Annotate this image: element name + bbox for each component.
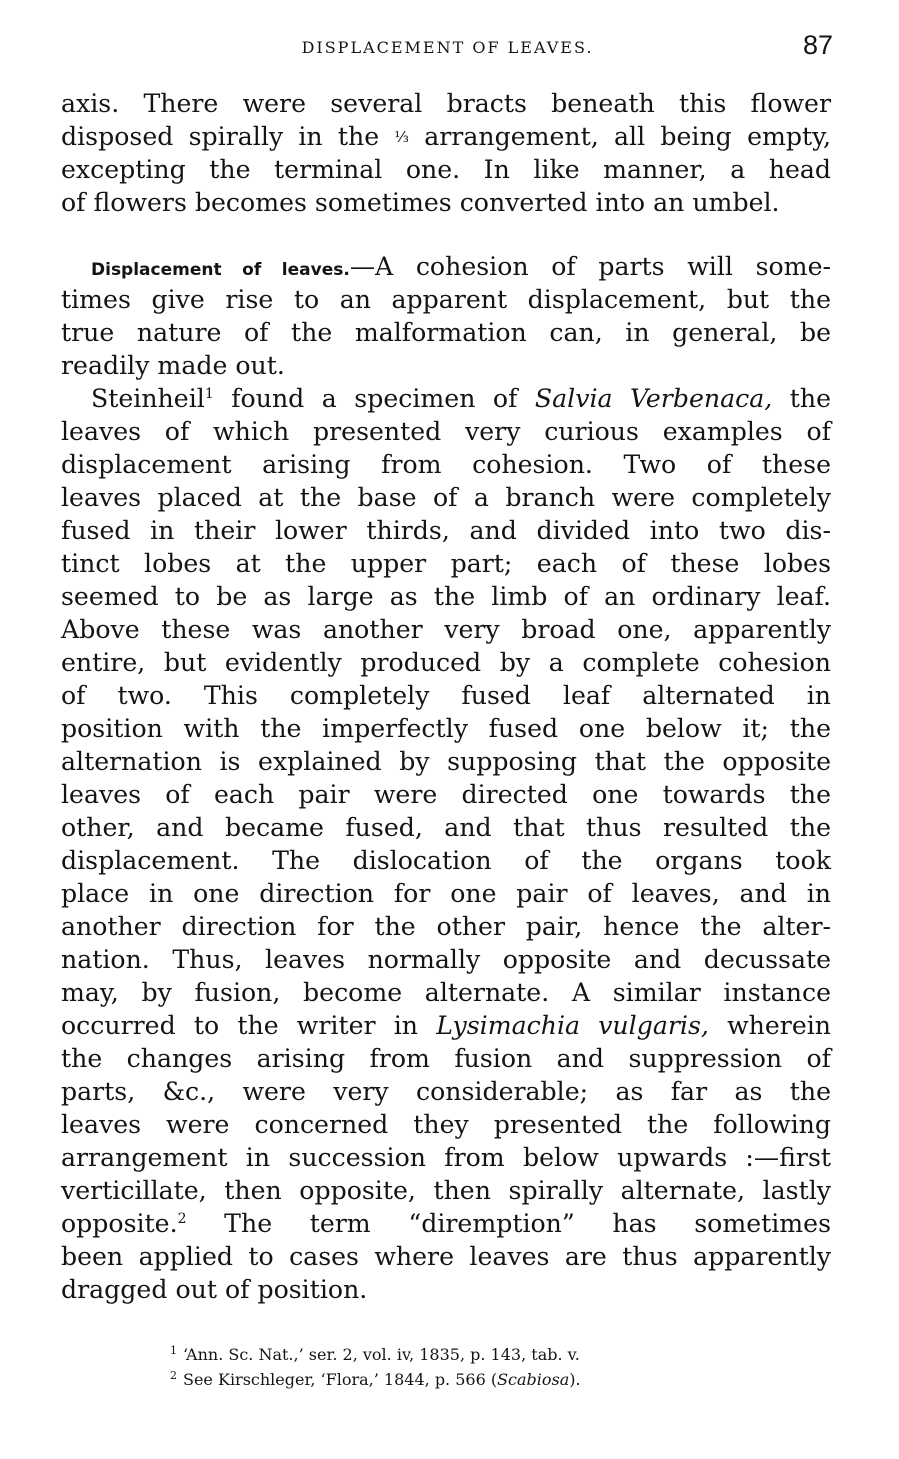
text-line: Steinheil$^1$ found a specimen of Salvia Verbenaca, the — [91, 384, 831, 413]
text-line: Displacement of leaves.—A cohesion of parts will some- — [61, 250, 831, 283]
footnote-marker: 2 — [170, 1369, 177, 1382]
text-line: place in one direction for one pair of leaves, and in — [61, 879, 831, 908]
text-line: other, and became fused, and that thus resulted the — [61, 813, 831, 842]
text-line: verticillate, then opposite, then spirally alternate, lastly — [61, 1176, 831, 1205]
species-name: Salvia Verbenaca, — [534, 384, 773, 413]
text-line: parts, &c., were very considerable; as far as the — [61, 1077, 831, 1106]
text-line: tinct lobes at the upper part; each of these lobes — [61, 549, 831, 578]
body-text — [61, 87, 831, 1306]
text-line: leaves of each pair were directed one towards the — [61, 780, 831, 809]
running-title: DISPLACEMENT OF LEAVES. — [301, 38, 594, 57]
footnote-1: $^1$ ‘Ann. Sc. Nat.,’ ser. 2, vol. iv, 1835, p. 143, tab. v. — [170, 1344, 580, 1364]
text-line: leaves placed at the base of a branch were completely — [61, 483, 831, 512]
text-line: axis. There were several bracts beneath this flower — [61, 89, 831, 118]
page-header — [60, 30, 835, 70]
footnote-ref: 2 — [177, 1211, 187, 1227]
text-line: of flowers becomes sometimes converted into an umbel. — [61, 188, 780, 217]
text-line: alternation is explained by supposing that the opposite — [61, 747, 831, 776]
text-line: opposite.$^2$ The term “diremption” has sometimes — [61, 1209, 832, 1238]
text-line: displacement arising from cohesion. Two of these — [61, 450, 831, 479]
section-heading: Displacement of leaves. — [91, 260, 350, 280]
text-line: fused in their lower thirds, and divided into two dis- — [61, 516, 831, 545]
fraction: ⅓ — [394, 128, 409, 146]
text-line: Above these was another very broad one, apparently — [61, 615, 831, 644]
text-line: times give rise to an apparent displacement, but the — [61, 285, 831, 314]
footnote-marker: 1 — [170, 1344, 177, 1357]
text-line: position with the imperfectly fused one below it; the — [61, 714, 831, 743]
species-name: Lysimachia vulgaris, — [436, 1011, 709, 1040]
text-line: disposed spirally in the ⅓ arrangement, all being empty, — [61, 122, 831, 151]
text-line: dragged out of position. — [61, 1275, 368, 1304]
text-line: been applied to cases where leaves are thus apparently — [61, 1242, 831, 1271]
text-line: may, by fusion, become alternate. A similar instance — [61, 978, 831, 1007]
page-number: 87 — [802, 30, 833, 60]
text-line: leaves were concerned they presented the following — [61, 1110, 831, 1139]
footnotes — [170, 1340, 770, 1390]
text-line: readily made out. — [61, 351, 285, 380]
text-line: nation. Thus, leaves normally opposite and decussate — [61, 945, 831, 974]
text-line: excepting the terminal one. In like manner, a head — [61, 155, 831, 184]
text-line: displacement. The dislocation of the organs took — [61, 846, 831, 875]
footnote-ref: 1 — [204, 386, 214, 402]
text-line: another direction for the other pair, hence the alter- — [61, 912, 831, 941]
text-line: the changes arising from fusion and suppression of — [61, 1044, 831, 1073]
text-line: leaves of which presented very curious examples of — [61, 417, 831, 446]
text-line: entire, but evidently produced by a complete cohesion — [61, 648, 831, 677]
text-line: arrangement in succession from below upwards :—first — [61, 1143, 831, 1172]
text-line: occurred to the writer in Lysimachia vulgaris, wherein — [61, 1011, 832, 1040]
text-line: of two. This completely fused leaf alternated in — [61, 681, 831, 710]
footnote-2: $^2$ See Kirschleger, ‘Flora,’ 1844, p. 566 (Scabiosa). — [170, 1369, 581, 1389]
text-line: seemed to be as large as the limb of an ordinary leaf. — [61, 582, 831, 611]
text-line: true nature of the malformation can, in general, be — [61, 318, 831, 347]
